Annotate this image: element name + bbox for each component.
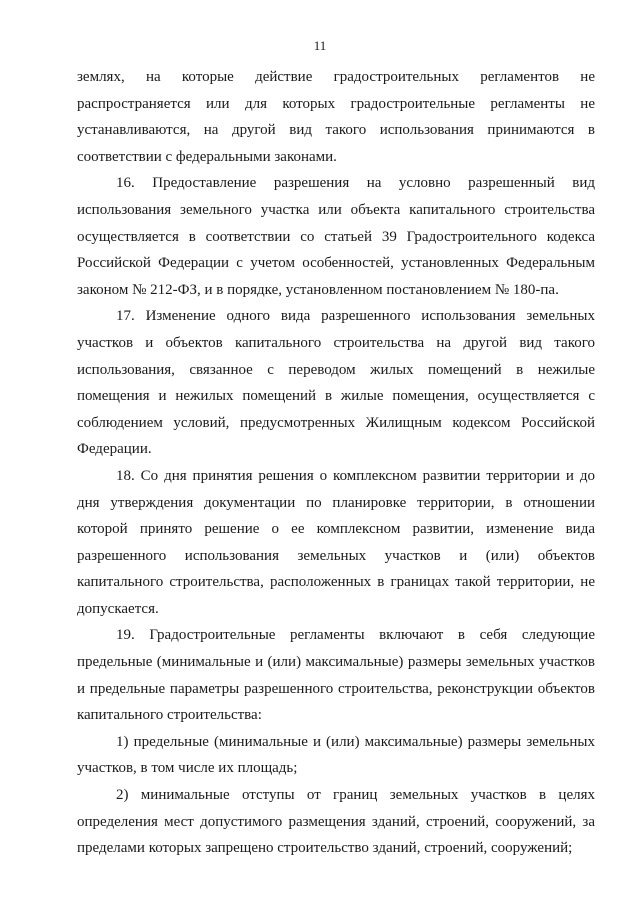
paragraph-continuation: землях, на которые действие градостроительных регламентов не распространяется или для которых градостроительные регламенты не устанавливаются, на другой вид такого использования принимаются в соответствии с федеральными законами. [77, 69, 595, 165]
list-item-1: 1) предельные (минимальные и (или) максимальные) размеры земельных участков, в том числе их площадь; [77, 733, 595, 777]
paragraph-18: 18. Со дня принятия решения о комплексном развитии территории и до дня утверждения документации по планировке территории, в отношении которой принято решение о ее комплексном развитии, изменение вида разрешенного использования земельных участков и (или) объектов капитального строительства, расположенных в границах такой территории, не допускается. [77, 467, 595, 617]
paragraph-17: 17. Изменение одного вида разрешенного использования земельных участков и объектов капитального строительства на другой вид такого использования, связанное с переводом жилых помещений в нежилые помещения и нежилых помещений в жилые помещения, осуществляется с соблюдением условий, предусмотренных Жилищным кодексом Российской Федерации. [77, 308, 595, 458]
page-number: 11 [313, 38, 327, 53]
list-item-2: 2) минимальные отступы от границ земельных участков в целях определения мест допустимого размещения зданий, строений, сооружений, за пределами которых запрещено строительство зданий, строений, сооружений; [77, 787, 595, 857]
paragraph-19: 19. Градостроительные регламенты включают в себя следующие предельные (минимальные и (или) максимальные) размеры земельных участков и предельные параметры разрешенного строительства, реконструкции объектов капитального строительства: [77, 627, 595, 724]
document-body [77, 64, 595, 862]
paragraph-16: 16. Предоставление разрешения на условно разрешенный вид использования земельного участка или объекта капитального строительства осуществляется в соответствии со статьей 39 Градостроительного кодекса Российской Федерации с учетом особенностей, установленных Федеральным законом № 212-ФЗ, и в порядке, установленном постановлением № 180-па. [77, 175, 595, 298]
